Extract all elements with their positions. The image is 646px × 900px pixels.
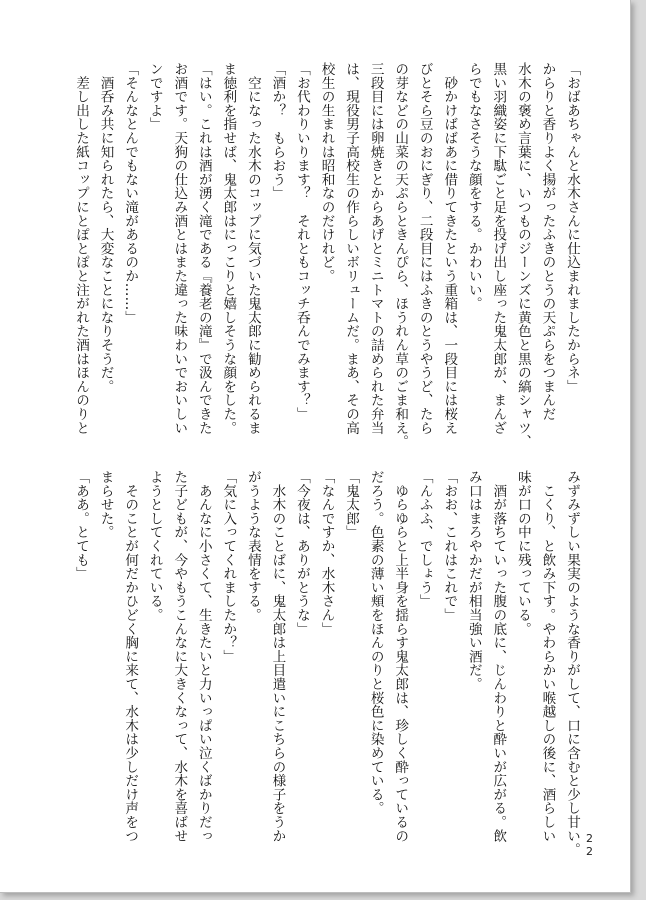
text-line: 「お代わりいります？ それともコッチ呑んでみます？」 bbox=[293, 62, 310, 421]
text-line: だろう。色素の薄い頬をほんのりと桜色に染めている。 bbox=[367, 470, 384, 815]
text-line: びとそら豆のおにぎり、二段目にはふきのとうやうど、たら bbox=[416, 62, 433, 435]
text-line: 三段目には卵焼きとからあげとミニトマトの詰められた弁当 bbox=[367, 62, 384, 435]
text-line: 「おお、これはこれで」 bbox=[441, 470, 458, 622]
text-line: 「はい。これは酒が湧く滝である『養老の滝』で汲んできた bbox=[195, 62, 212, 435]
text-block-top bbox=[64, 62, 584, 452]
text-line: 味が口の中に残っている。 bbox=[514, 470, 531, 636]
text-line: 水木のことばに、鬼太郎は上目遣いにこちらの様子をうか bbox=[269, 470, 286, 843]
text-line: あんなに小さくて、生きたいと力いっぱい泣くばかりだっ bbox=[195, 470, 212, 843]
text-line: の芽などの山菜の天ぷらときんぴら、ほうれん草のごま和え。 bbox=[392, 62, 409, 449]
text-line: 「なんですか、水木さん」 bbox=[318, 470, 335, 636]
text-line: 砂かけばばあに借りてきたという重箱は、一段目には桜え bbox=[441, 62, 458, 435]
text-line: 差し出した紙コップにとぽとぽと注がれた酒はほんのりと bbox=[73, 62, 90, 435]
text-line: 「おばあちゃんと水木さんに仕込まれましたからネ」 bbox=[564, 62, 580, 394]
text-line: は、現役男子高校生の作らしいボリュームだ。まあ、その高 bbox=[343, 62, 360, 435]
text-line: そのことが何だかひどく胸に来て、水木は少しだけ声をつ bbox=[122, 470, 139, 843]
text-line: まらせた。 bbox=[97, 470, 114, 539]
text-line: 「鬼太郎」 bbox=[343, 470, 360, 539]
text-line: ンですよ」 bbox=[146, 62, 163, 131]
text-line: 空になった水木のコップに気づいた鬼太郎に勧められるま bbox=[244, 62, 261, 435]
text-line: 「酒か？ もらおう」 bbox=[269, 62, 286, 200]
text-line: ようとしてくれている。 bbox=[146, 470, 163, 622]
text-line: ま徳利を指せば、鬼太郎はにっこりと嬉しそうな顔をした。 bbox=[220, 62, 237, 435]
text-line: た子どもが、今やもうこんなに大きくなって、水木を喜ばせ bbox=[171, 470, 188, 843]
text-line: お酒です。天狗の仕込み酒とはまた違った味わいでおいしい bbox=[171, 62, 188, 435]
text-line: こくり、と飲み下す。やわらかい喉越しの後に、酒らしい bbox=[539, 470, 556, 843]
text-line: らでもなさそうな顔をする。かわいい。 bbox=[465, 62, 482, 311]
text-line: 水木の褒め言葉に、いつものジーンズに黄色と黒の縞シャツ、 bbox=[514, 62, 531, 449]
text-line: ゆらゆらと上半身を揺らす鬼太郎は、珍しく酔っているの bbox=[392, 470, 409, 843]
text-line: 「今夜は、ありがとうな」 bbox=[293, 470, 310, 636]
text-line: 酒呑み共に知られたら、大変なことになりそうだ。 bbox=[97, 62, 114, 394]
text-block-bottom bbox=[64, 470, 584, 860]
text-line: 黒い羽織姿に下駄ごと足を投げ出し座った鬼太郎が、まんざ bbox=[490, 62, 507, 435]
text-line: がうような表情をする。 bbox=[244, 470, 261, 622]
text-line: 校生の生まれは昭和なのだけれど。 bbox=[318, 62, 335, 283]
text-line: からりと香りよく揚がったふきのとうの天ぷらをつまんだ bbox=[539, 62, 556, 421]
text-line: 「そんなとんでもない滝があるのか……」 bbox=[122, 62, 139, 325]
text-line: 酒が落ちていった腹の底に、じんわりと酔いが広がる。飲 bbox=[490, 470, 507, 843]
page-number: 22 bbox=[583, 832, 596, 858]
text-line: 「気に入ってくれましたか？」 bbox=[220, 470, 237, 664]
text-line: 「ああ。とても」 bbox=[73, 470, 90, 581]
text-line: 「んふふ、でしょう」 bbox=[416, 470, 433, 608]
text-line: みずみずしい果実のような香りがして、口に含むと少し甘い。 bbox=[564, 470, 580, 857]
text-line: み口はまろやかだが相当強い酒だ。 bbox=[465, 470, 482, 691]
